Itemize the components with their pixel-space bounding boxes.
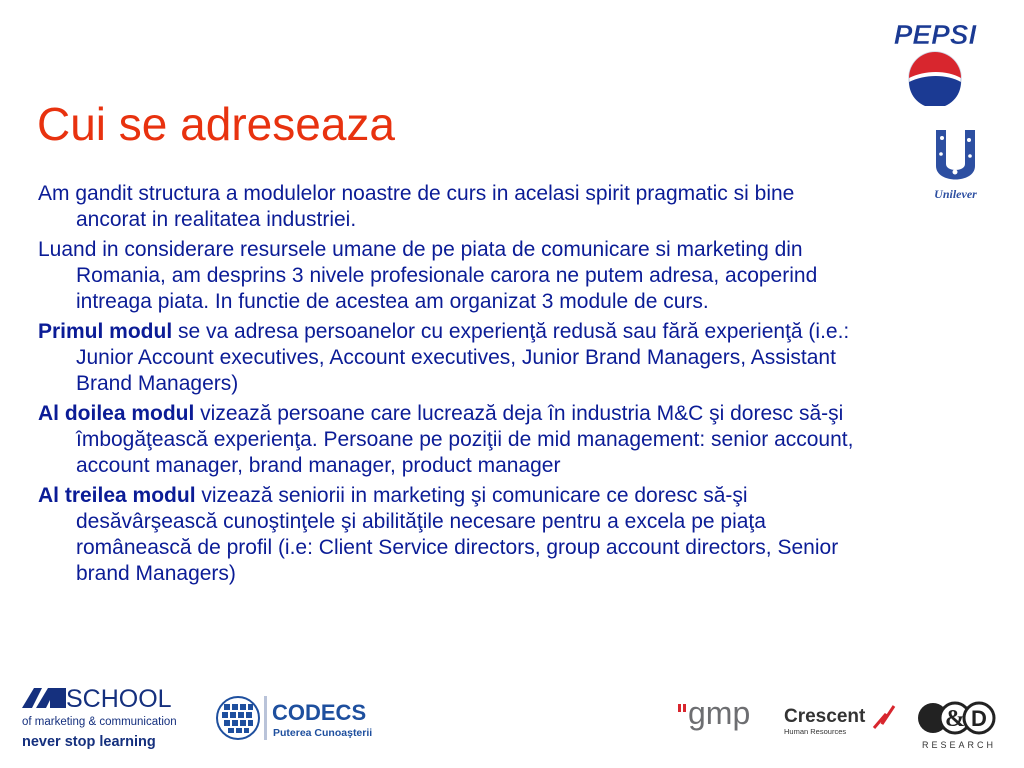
paragraph-2: [38, 237, 868, 315]
module-3-text: vizează seniorii in marketing şi comunicare ce doresc să-şi desăvârşească cunoştinţele şi abilităţile necesare pentru a excela pe piaţa românească de profil (i.e: Client Service directors, group account directors, Senior brand Managers): [76, 484, 839, 585]
module-3-label: Al treilea modul: [38, 484, 196, 507]
and-tagline: RESEARCH: [921, 740, 997, 750]
paragraph-module-2: [38, 401, 868, 479]
slide-title: Cui se adreseaza: [37, 98, 395, 150]
paragraph-1-text: Am gandit structura a modulelor noastre de curs in acelasi spirit pragmatic si bine ancorat in realitatea industriei.: [38, 182, 795, 231]
school-logo: [20, 686, 196, 752]
slide-body: [38, 181, 868, 591]
paragraph-module-3: [38, 483, 868, 587]
school-subtitle: of marketing & communication: [22, 716, 177, 728]
paragraph-1: [38, 181, 868, 233]
codecs-tagline: Puterea Cunoaşterii: [273, 727, 373, 739]
crescent-tagline: Human Resources: [784, 727, 847, 736]
unilever-logo: [928, 126, 983, 204]
school-tagline: never stop learning: [22, 734, 156, 750]
svg-text:D: D: [971, 706, 987, 731]
crescent-wordmark: Crescent: [784, 706, 866, 727]
paragraph-module-1: [38, 319, 868, 397]
unilever-wordmark: Unilever: [934, 187, 977, 201]
module-1-text: se va adresa persoanelor cu experienţă redusă sau fără experienţă (i.e.: Junior Account executives, Account executives, Junior Brand Managers, Assistant Brand Managers): [76, 320, 850, 395]
crescent-logo: [782, 700, 902, 740]
svg-text:&: &: [945, 706, 965, 732]
gmp-wordmark: gmp: [688, 696, 751, 731]
pepsi-wordmark: PEPSI: [893, 19, 977, 50]
codecs-logo: [216, 690, 382, 746]
school-wordmark: SCHOOL: [66, 686, 172, 713]
module-2-text: vizează persoane care lucrează deja în industria M&C şi doresc să-şi îmbogăţească experienţa. Persoane pe poziţii de mid management: senior account, account manager, brand manager, product manager: [76, 402, 854, 477]
module-1-label: Primul modul: [38, 320, 173, 343]
paragraph-2-text: Luand in considerare resursele umane de pe piata de comunicare si marketing din Romania, am desprins 3 nivele profesionale carora ne putem adresa, acoperind intreaga piata. In functie de acestea am organizat 3 module de curs.: [38, 238, 818, 313]
and-research-logo: [913, 700, 1005, 752]
codecs-wordmark: CODECS: [272, 700, 367, 725]
gmp-logo: [676, 696, 768, 736]
module-2-label: Al doilea modul: [38, 402, 195, 425]
pepsi-logo: [873, 16, 998, 106]
